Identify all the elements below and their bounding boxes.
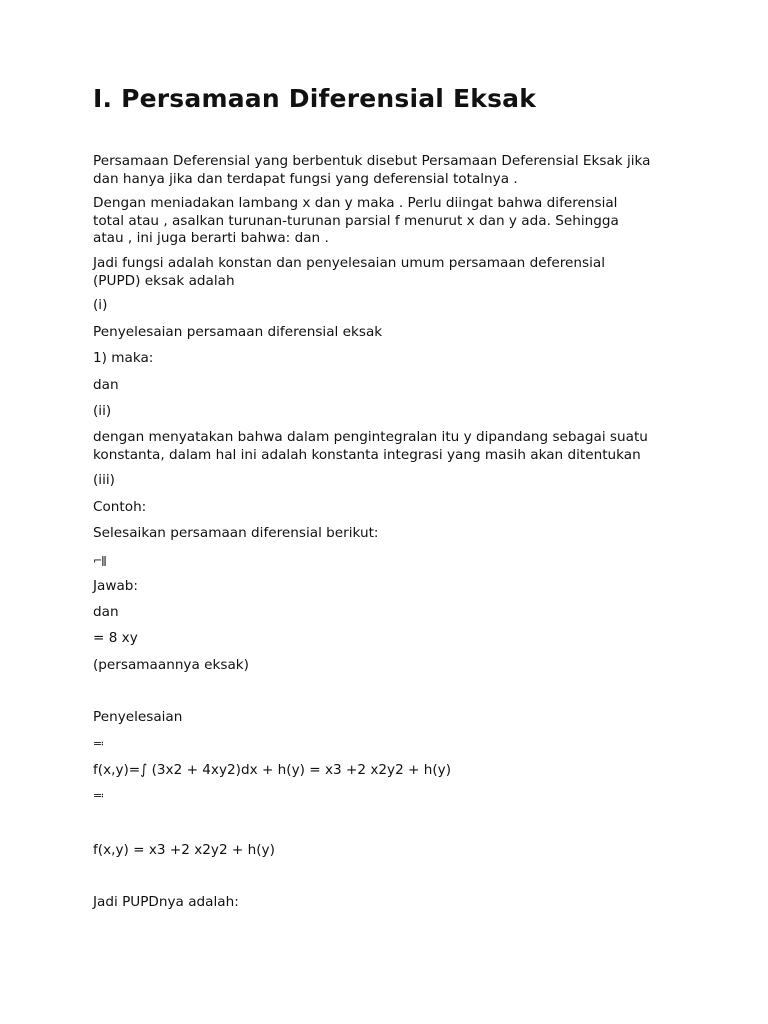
answer-heading: Jawab: bbox=[93, 578, 138, 594]
equation-placeholder-glyph: ⌐ǁ bbox=[93, 554, 106, 567]
text-dan-1: dan bbox=[93, 377, 119, 393]
paragraph-integration-note: dengan menyatakan bahwa dalam pengintegralan itu y dipandang sebagai suatu konstanta, dalam hal ini adalah konstanta integrasi yang masih akan ditentukan bbox=[93, 429, 648, 463]
example-heading: Contoh: bbox=[93, 499, 147, 515]
equation-label-ii: (ii) bbox=[93, 403, 112, 419]
example-instruction: Selesaikan persamaan diferensial berikut: bbox=[93, 525, 379, 541]
step-one: 1) maka: bbox=[93, 350, 154, 366]
paragraph-definition: Persamaan Deferensial yang berbentuk disebut Persamaan Deferensial Eksak jika dan hanya jika dan terdapat fungsi yang deferensial totalnya . bbox=[93, 153, 651, 187]
document-title: I. Persamaan Diferensial Eksak bbox=[93, 84, 537, 113]
section-heading-solution: Penyelesaian persamaan diferensial eksak bbox=[93, 324, 383, 340]
equation-placeholder-glyph-2: ≕ bbox=[93, 737, 103, 750]
equation-integral: f(x,y)=∫ (3x2 + 4xy2)dx + h(y) = x3 +2 x2y2 + h(y) bbox=[93, 762, 452, 778]
text-dan-2: dan bbox=[93, 604, 119, 620]
solution-heading: Penyelesaian bbox=[93, 709, 183, 725]
paragraph-total-differential: Dengan meniadakan lambang x dan y maka . Perlu diingat bahwa diferensial total atau , asalkan turunan-turunan parsial f menurut x dan y ada. Sehingga atau , ini juga berarti bahwa: dan . bbox=[93, 195, 619, 247]
equation-f-result: f(x,y) = x3 +2 x2y2 + h(y) bbox=[93, 842, 275, 858]
conclusion-pupd: Jadi PUPDnya adalah: bbox=[93, 894, 239, 910]
note-exact: (persamaannya eksak) bbox=[93, 657, 249, 673]
paragraph-pupd: Jadi fungsi adalah konstan dan penyelesaian umum persamaan deferensial (PUPD) eksak adalah bbox=[93, 255, 605, 289]
equation-placeholder-glyph-3: ≕ bbox=[93, 789, 103, 802]
equation-label-i: (i) bbox=[93, 297, 108, 313]
equation-8xy: = 8 xy bbox=[93, 630, 138, 646]
equation-label-iii: (iii) bbox=[93, 472, 115, 488]
